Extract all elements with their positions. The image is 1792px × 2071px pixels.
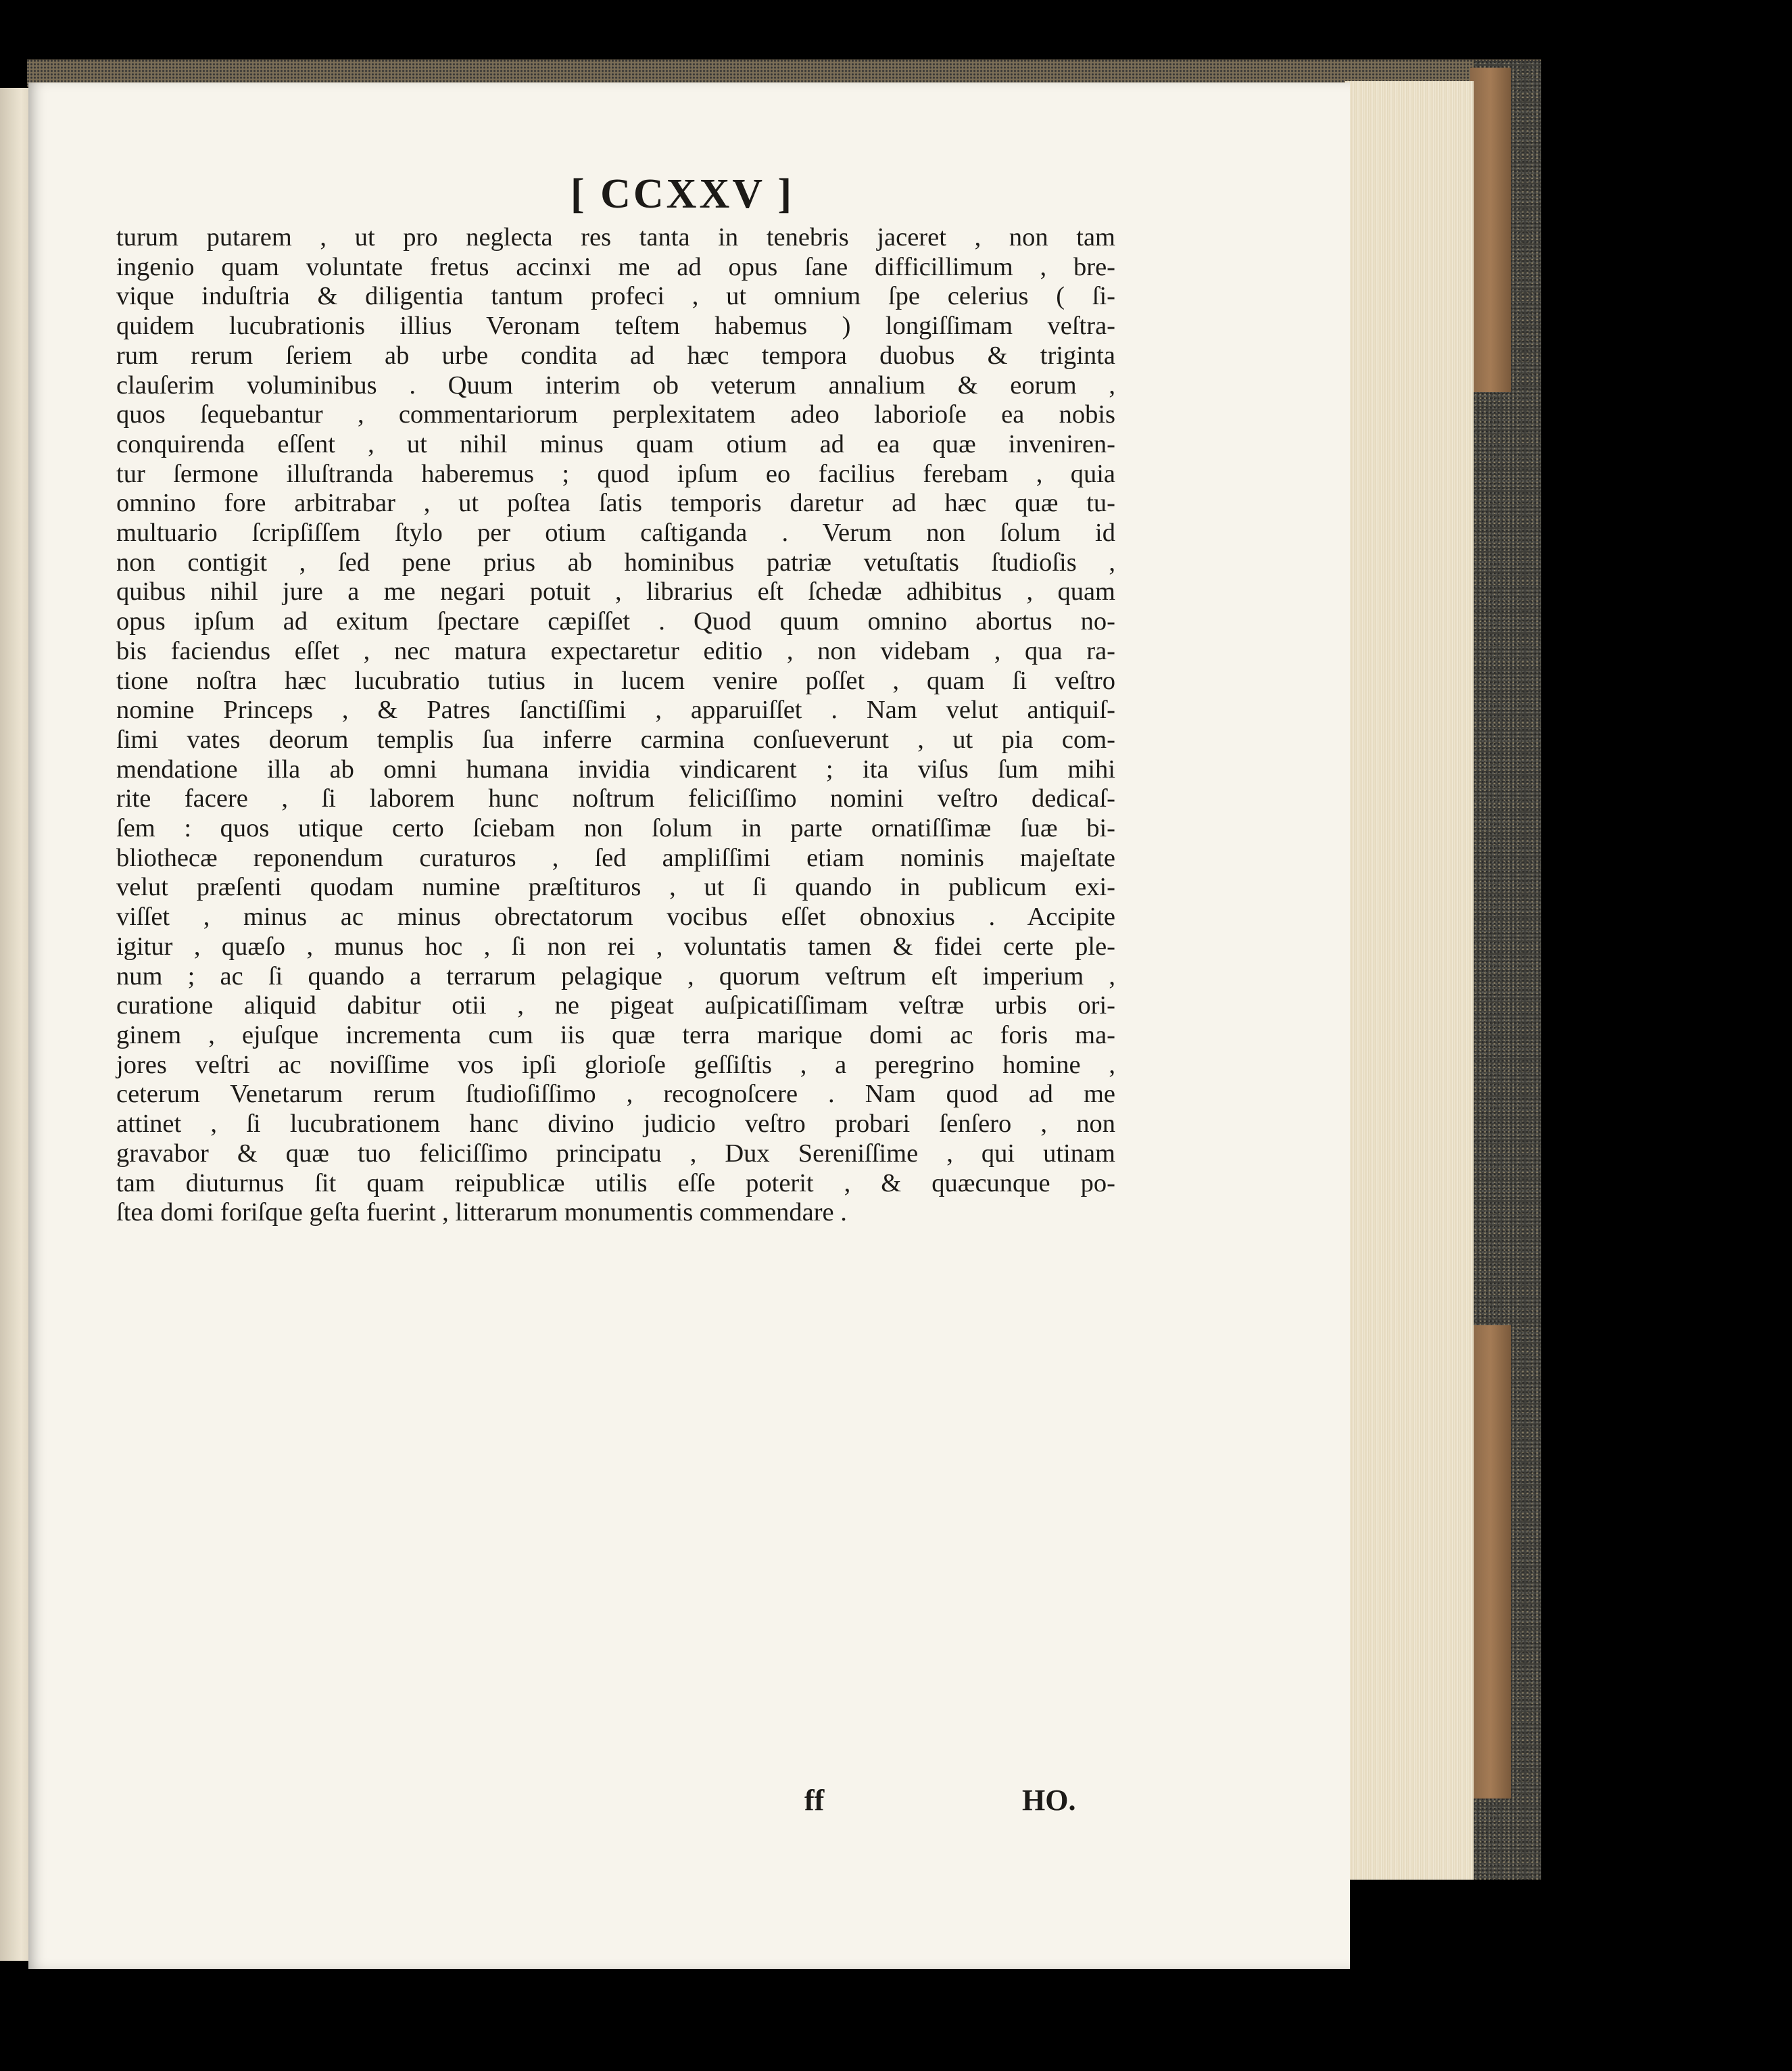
page-number: [ CCXXV ] [570, 171, 795, 217]
text-line: rite facere , ſi laborem hunc noſtrum feliciſſimo nomini veſtro dedicaſ- [116, 784, 1115, 813]
text-line: ingenio quam voluntate fretus accinxi me ad opus ſane difficillimum , bre- [116, 252, 1115, 281]
text-line: non contigit , ſed pene prius ab hominibus patriæ vetuſtatis ſtudioſis , [116, 548, 1115, 577]
text-line: bliothecæ reponendum curaturos , ſed ampliſſimi etiam nominis majeſtate [116, 843, 1115, 872]
text-line: curatione aliquid dabitur otii , ne pigeat auſpicatiſſimam veſtræ urbis ori- [116, 991, 1115, 1020]
catchword: HO. [1022, 1784, 1076, 1817]
text-line: ſem : quos utique certo ſciebam non ſolum in parte ornatiſſimæ ſuæ bi- [116, 814, 1115, 843]
leather-binding-lower [1470, 1325, 1511, 1799]
text-line: vique induſtria & diligentia tantum profeci , ut omnium ſpe celerius ( ſi- [116, 282, 1115, 311]
text-line: quos ſequebantur , commentariorum perplexitatem adeo laborioſe ea nobis [116, 400, 1115, 429]
text-line: gravabor & quæ tuo feliciſſimo principatu , Dux Sereniſſime , qui utinam [116, 1139, 1115, 1168]
text-line: quidem lucubrationis illius Veronam teſtem habemus ) longiſſimam veſtra- [116, 312, 1115, 341]
text-line: bis faciendus eſſet , nec matura expectaretur editio , non videbam , qua ra- [116, 636, 1115, 665]
page-fore-edge [1345, 81, 1474, 1880]
signature-mark: ff [804, 1784, 825, 1817]
text-line: jores veſtri ac noviſſime vos ipſi glorioſe geſſiſtis , a peregrino homine , [116, 1050, 1115, 1079]
text-line: opus ipſum ad exitum ſpectare cæpiſſet . Quod quum omnino abortus no- [116, 607, 1115, 636]
text-line: multuario ſcripſiſſem ſtylo per otium caſtiganda . Verum non ſolum id [116, 519, 1115, 548]
text-line: ceterum Venetarum rerum ſtudioſiſſimo , recognoſcere . Nam quod ad me [116, 1080, 1115, 1109]
text-line: mendatione illa ab omni humana invidia vindicarent ; ita viſus ſum mihi [116, 755, 1115, 784]
text-line: num ; ac ſi quando a terrarum pelagique , quorum veſtrum eſt imperium , [116, 961, 1115, 991]
text-line: tam diuturnus ſit quam reipublicæ utilis eſſe poterit , & quæcunque po- [116, 1168, 1115, 1197]
text-line: tione noſtra hæc lucubratio tutius in lucem venire poſſet , quam ſi veſtro [116, 666, 1115, 695]
text-line: velut præſenti quodam numine præſtituros , ut ſi quando in publicum exi- [116, 873, 1115, 902]
text-line: ſtea domi foriſque geſta fuerint , litterarum monumentis commendare . [116, 1198, 847, 1227]
body-text [116, 223, 1115, 1228]
text-line: ginem , ejuſque incrementa cum iis quæ terra marique domi ac foris ma- [116, 1020, 1115, 1049]
page-header [28, 170, 1350, 218]
text-line: rum rerum ſeriem ab urbe condita ad hæc tempora duobus & triginta [116, 341, 1115, 370]
text-line: turum putarem , ut pro neglecta res tanta in tenebris jaceret , non tam [116, 223, 1115, 252]
text-line: omnino fore arbitrabar , ut poſtea ſatis temporis daretur ad hæc quæ tu- [116, 489, 1115, 518]
text-line: nomine Princeps , & Patres ſanctiſſimi , apparuiſſet . Nam velut antiquiſ- [116, 696, 1115, 725]
text-line: igitur , quæſo , munus hoc , ſi non rei , voluntatis tamen & fidei certe ple- [116, 932, 1115, 961]
text-line: ſimi vates deorum templis ſua inferre carmina conſueverunt , ut pia com- [116, 725, 1115, 754]
text-line: quibus nihil jure a me negari potuit , librarius eſt ſchedæ adhibitus , quam [116, 577, 1115, 606]
text-line: attinet , ſi lucubrationem hanc divino judicio veſtro probari ſenſero , non [116, 1110, 1115, 1139]
book-page [28, 82, 1350, 1969]
leather-binding-upper [1470, 68, 1511, 392]
text-line: tur ſermone illuſtranda haberemus ; quod ipſum eo facilius ferebam , quia [116, 459, 1115, 488]
text-line: viſſet , minus ac minus obrectatorum vocibus eſſet obnoxius . Accipite [116, 903, 1115, 932]
text-line: conquirenda eſſent , ut nihil minus quam otium ad ea quæ inveniren- [116, 429, 1115, 458]
text-line: clauſerim voluminibus . Quum interim ob veterum annalium & eorum , [116, 371, 1115, 400]
